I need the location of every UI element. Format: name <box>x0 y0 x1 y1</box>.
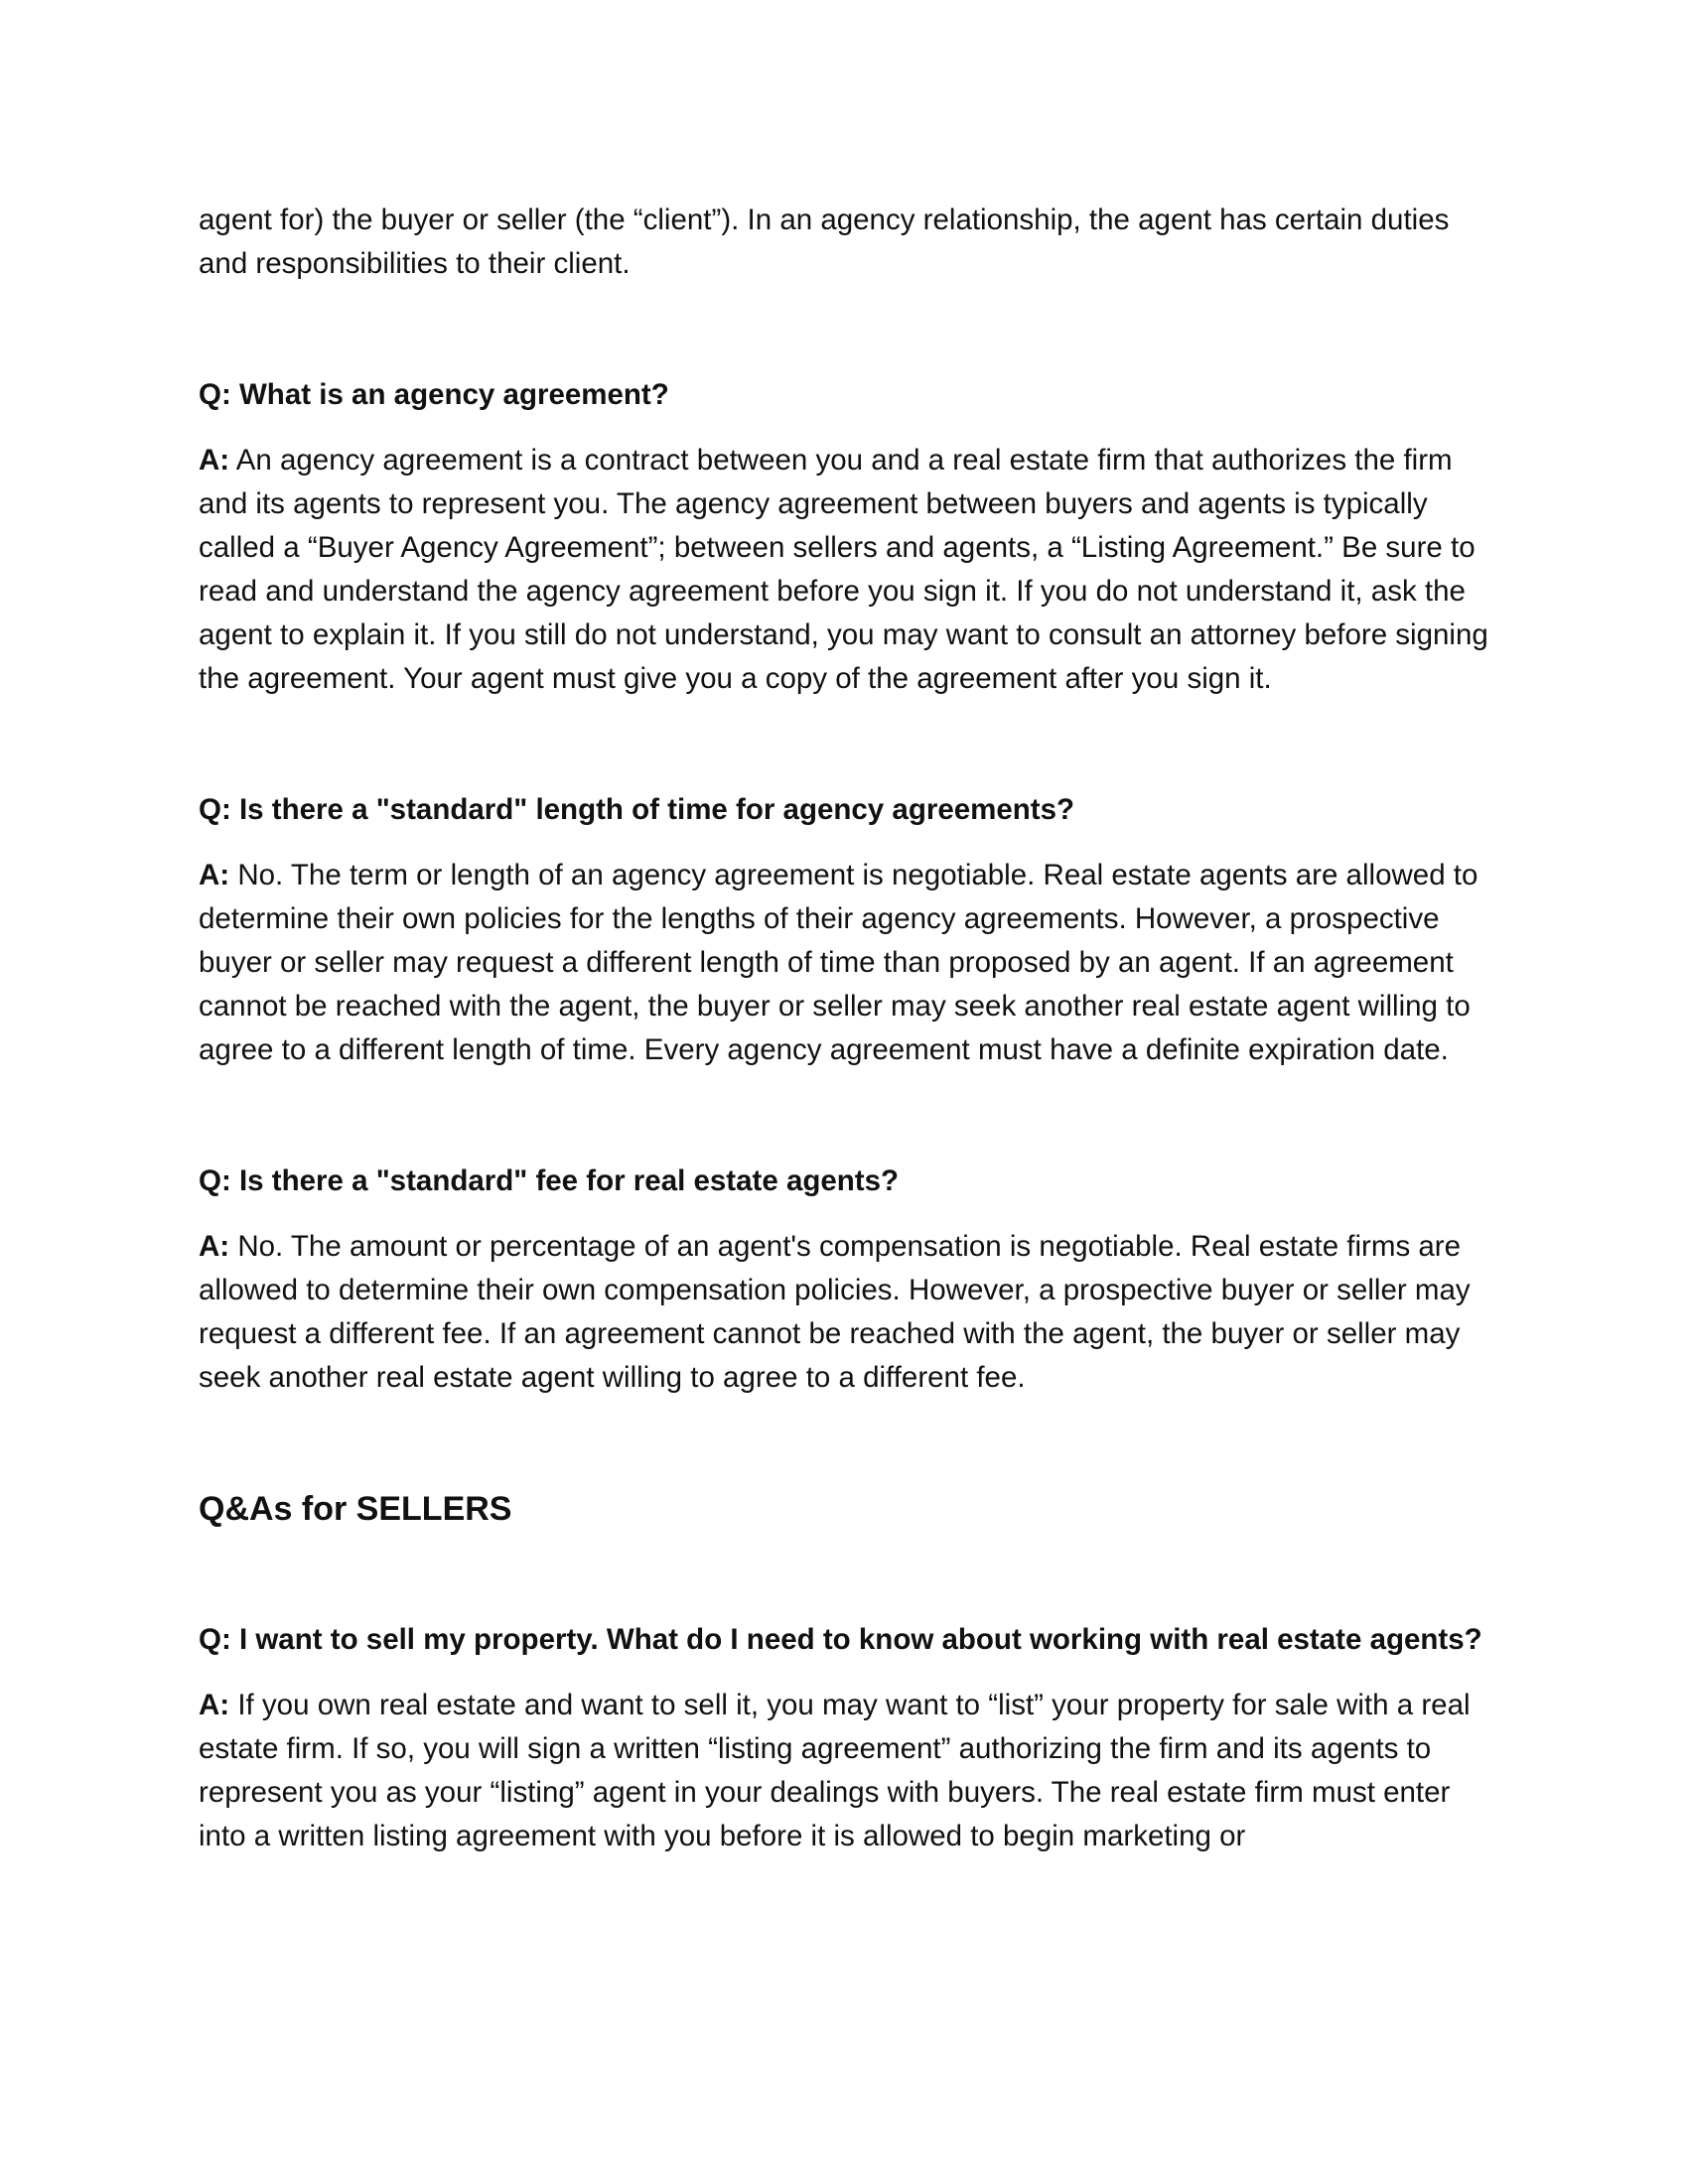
answer-sell-property <box>199 1684 1489 1858</box>
answer-text: No. The term or length of an agency agreement is negotiable. Real estate agents are allowed to determine their own policies for the lengths of their agency agreements. However, a prospective buyer or seller may request a different length of time than proposed by an agent. If an agreement cannot be reached with the agent, the buyer or seller may seek another real estate agent willing to agree to a different length of time. Every agency agreement must have a definite expiration date. <box>199 859 1478 1066</box>
section-heading-sellers: Q&As for SELLERS <box>199 1490 512 1528</box>
intro-paragraph: agent for) the buyer or seller (the “client”). In an agency relationship, the agent has certain duties and responsibilities to their client. <box>199 204 1450 280</box>
answer-standard-length <box>199 854 1489 1072</box>
answer-agency-agreement <box>199 439 1489 701</box>
question-standard-fee: Q: Is there a "standard" fee for real estate agents? <box>199 1164 900 1197</box>
question-sell-property: Q: I want to sell my property. What do I need to know about working with real estate agents? <box>199 1623 1482 1656</box>
answer-text: If you own real estate and want to sell it, you may want to “list” your property for sale with a real estate firm. If so, you will sign a written “listing agreement” authorizing the firm and its agents to represent you as your “listing” agent in your dealings with buyers. The real estate firm must enter into a written listing agreement with you before it is allowed to begin marketing or <box>199 1689 1471 1852</box>
answer-text: No. The amount or percentage of an agent's compensation is negotiable. Real estate firms are allowed to determine their own compensation policies. However, a prospective buyer or seller may request a different fee. If an agreement cannot be reached with the agent, the buyer or seller may seek another real estate agent willing to agree to a different fee. <box>199 1230 1471 1394</box>
answer-label: A: <box>199 1230 230 1263</box>
answer-text: An agency agreement is a contract between you and a real estate firm that authorizes the firm and its agents to represent you. The agency agreement between buyers and agents is typically called a “Buyer Agency Agreement”; between sellers and agents, a “Listing Agreement.” Be sure to read and understand the agency agreement before you sign it. If you do not understand it, ask the agent to explain it. If you still do not understand, you may want to consult an attorney before signing the agreement. Your agent must give you a copy of the agreement after you sign it. <box>199 444 1488 695</box>
answer-standard-fee <box>199 1225 1489 1400</box>
answer-label: A: <box>199 444 230 477</box>
answer-label: A: <box>199 1689 230 1721</box>
answer-label: A: <box>199 859 230 891</box>
question-agency-agreement: Q: What is an agency agreement? <box>199 378 669 411</box>
question-standard-length: Q: Is there a "standard" length of time for agency agreements? <box>199 793 1075 826</box>
document-page <box>199 199 1489 1858</box>
